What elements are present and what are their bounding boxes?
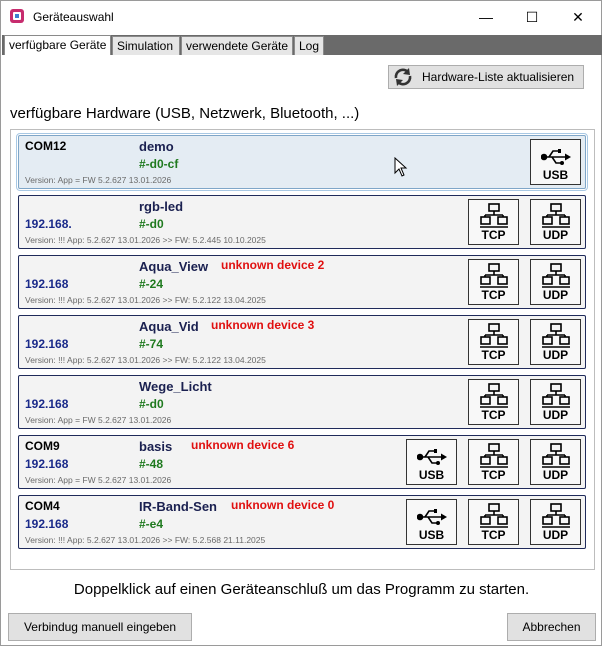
device-ip: 192.168 (25, 337, 69, 351)
device-id: #-d0 (139, 397, 164, 411)
cancel-button[interactable]: Abbrechen (507, 613, 596, 641)
tcp-connect-button[interactable] (468, 499, 519, 545)
device-name: basis (139, 439, 173, 454)
network-icon (480, 503, 508, 529)
tcp-connect-button[interactable] (468, 319, 519, 365)
tcp-connect-button[interactable] (468, 199, 519, 245)
tcp-label: TCP (481, 528, 506, 542)
close-icon: ✕ (572, 8, 584, 25)
device-version: Version: !!! App: 5.2.627 13.01.2026 >> FW: 5.2.568 21.11.2025 (25, 535, 266, 545)
refresh-hardware-label: Hardware-Liste aktualisieren (422, 70, 575, 84)
device-version: Version: !!! App: 5.2.627 13.01.2026 >> FW: 5.2.122 13.04.2025 (25, 355, 266, 365)
tcp-label: TCP (481, 228, 506, 242)
refresh-icon (392, 66, 414, 88)
udp-label: UDP (542, 288, 569, 302)
device-name: IR-Band-Sen (139, 499, 217, 514)
device-name: Aqua_Vid (139, 319, 199, 334)
usb-icon (541, 148, 571, 166)
unknown-device-label: unknown device 0 (231, 498, 335, 512)
maximize-icon: ☐ (525, 8, 539, 25)
device-version: Version: App = FW 5.2.627 13.01.2026 (25, 175, 172, 185)
close-button[interactable] (555, 1, 601, 33)
tab-used-devices[interactable]: verwendete Geräte (181, 36, 293, 55)
device-name: rgb-led (139, 199, 184, 214)
minimize-icon: — (479, 9, 493, 25)
usb-label: USB (418, 528, 445, 542)
device-port: COM4 (25, 499, 60, 513)
network-icon (480, 443, 508, 469)
network-icon (542, 443, 570, 469)
udp-label: UDP (542, 528, 569, 542)
device-row-ir-band-sen[interactable] (18, 495, 586, 549)
network-icon (480, 203, 508, 229)
usb-connect-button[interactable] (406, 439, 457, 485)
maximize-button[interactable] (509, 1, 555, 33)
unknown-device-label: unknown device 6 (191, 438, 295, 452)
tab-simulation[interactable]: Simulation (112, 36, 180, 55)
title-bar (1, 1, 601, 33)
tab-log[interactable]: Log (294, 36, 324, 55)
device-ip: 192.168 (25, 517, 69, 531)
device-row-wege-licht[interactable] (18, 375, 586, 429)
device-id: #-d0 (139, 217, 164, 231)
hardware-heading: verfügbare Hardware (USB, Netzwerk, Bluetooth, ...) (10, 105, 360, 122)
udp-connect-button[interactable] (530, 319, 581, 365)
device-id: #-d0-cf (139, 157, 179, 171)
mouse-cursor-icon (394, 157, 408, 177)
device-port: COM9 (25, 439, 60, 453)
usb-icon (417, 508, 447, 526)
device-id: #-48 (139, 457, 164, 471)
network-icon (542, 203, 570, 229)
unknown-device-label: unknown device 2 (221, 258, 325, 272)
device-row-rgb-led[interactable] (18, 195, 586, 249)
udp-connect-button[interactable] (530, 199, 581, 245)
window-title: Geräteauswahl (33, 10, 114, 24)
tab-bar (2, 35, 602, 55)
device-row-basis[interactable] (18, 435, 586, 489)
device-name: Wege_Licht (139, 379, 212, 394)
tcp-label: TCP (481, 468, 506, 482)
minimize-button[interactable] (463, 1, 509, 33)
tab-available-devices[interactable]: verfügbare Geräte (4, 35, 111, 55)
device-id: #-e4 (139, 517, 164, 531)
network-icon (542, 383, 570, 409)
device-ip: 192.168 (25, 457, 69, 471)
usb-connect-button[interactable] (406, 499, 457, 545)
device-name: Aqua_View (139, 259, 209, 274)
udp-connect-button[interactable] (530, 499, 581, 545)
tcp-label: TCP (481, 288, 506, 302)
network-icon (480, 383, 508, 409)
udp-connect-button[interactable] (530, 439, 581, 485)
network-icon (480, 263, 508, 289)
tab-content (2, 55, 601, 605)
app-icon (9, 8, 25, 24)
device-ip: 192.168. (25, 217, 72, 231)
udp-label: UDP (542, 408, 569, 422)
device-row-demo[interactable] (18, 135, 586, 189)
device-id: #-24 (139, 277, 164, 291)
device-version: Version: !!! App: 5.2.627 13.01.2026 >> FW: 5.2.445 10.10.2025 (25, 235, 266, 245)
network-icon (542, 323, 570, 349)
unknown-device-label: unknown device 3 (211, 318, 315, 332)
tcp-connect-button[interactable] (468, 439, 519, 485)
udp-label: UDP (542, 468, 569, 482)
device-list (10, 129, 595, 570)
usb-label: USB (418, 468, 445, 482)
tcp-label: TCP (481, 348, 506, 362)
tcp-connect-button[interactable] (468, 379, 519, 425)
device-ip: 192.168 (25, 277, 69, 291)
usb-connect-button[interactable] (530, 139, 581, 185)
network-icon (542, 503, 570, 529)
network-icon (480, 323, 508, 349)
udp-connect-button[interactable] (530, 379, 581, 425)
device-version: Version: App = FW 5.2.627 13.01.2026 (25, 415, 172, 425)
refresh-hardware-button[interactable] (388, 65, 584, 89)
udp-label: UDP (542, 348, 569, 362)
double-click-hint: Doppelklick auf einen Geräteanschluß um das Programm zu starten. (73, 581, 530, 598)
device-row-aqua-vid[interactable] (18, 315, 586, 369)
manual-connection-button[interactable]: Verbindug manuell eingeben (8, 613, 192, 641)
udp-label: UDP (542, 228, 569, 242)
device-ip: 192.168 (25, 397, 69, 411)
device-name: demo (139, 139, 174, 154)
usb-icon (417, 448, 447, 466)
device-version: Version: !!! App: 5.2.627 13.01.2026 >> FW: 5.2.122 13.04.2025 (25, 295, 266, 305)
usb-label: USB (542, 168, 569, 182)
udp-connect-button[interactable] (530, 259, 581, 305)
device-row-aqua-view[interactable] (18, 255, 586, 309)
tcp-label: TCP (481, 408, 506, 422)
device-port: COM12 (25, 139, 67, 153)
device-id: #-74 (139, 337, 164, 351)
tcp-connect-button[interactable] (468, 259, 519, 305)
device-version: Version: App = FW 5.2.627 13.01.2026 (25, 475, 172, 485)
network-icon (542, 263, 570, 289)
